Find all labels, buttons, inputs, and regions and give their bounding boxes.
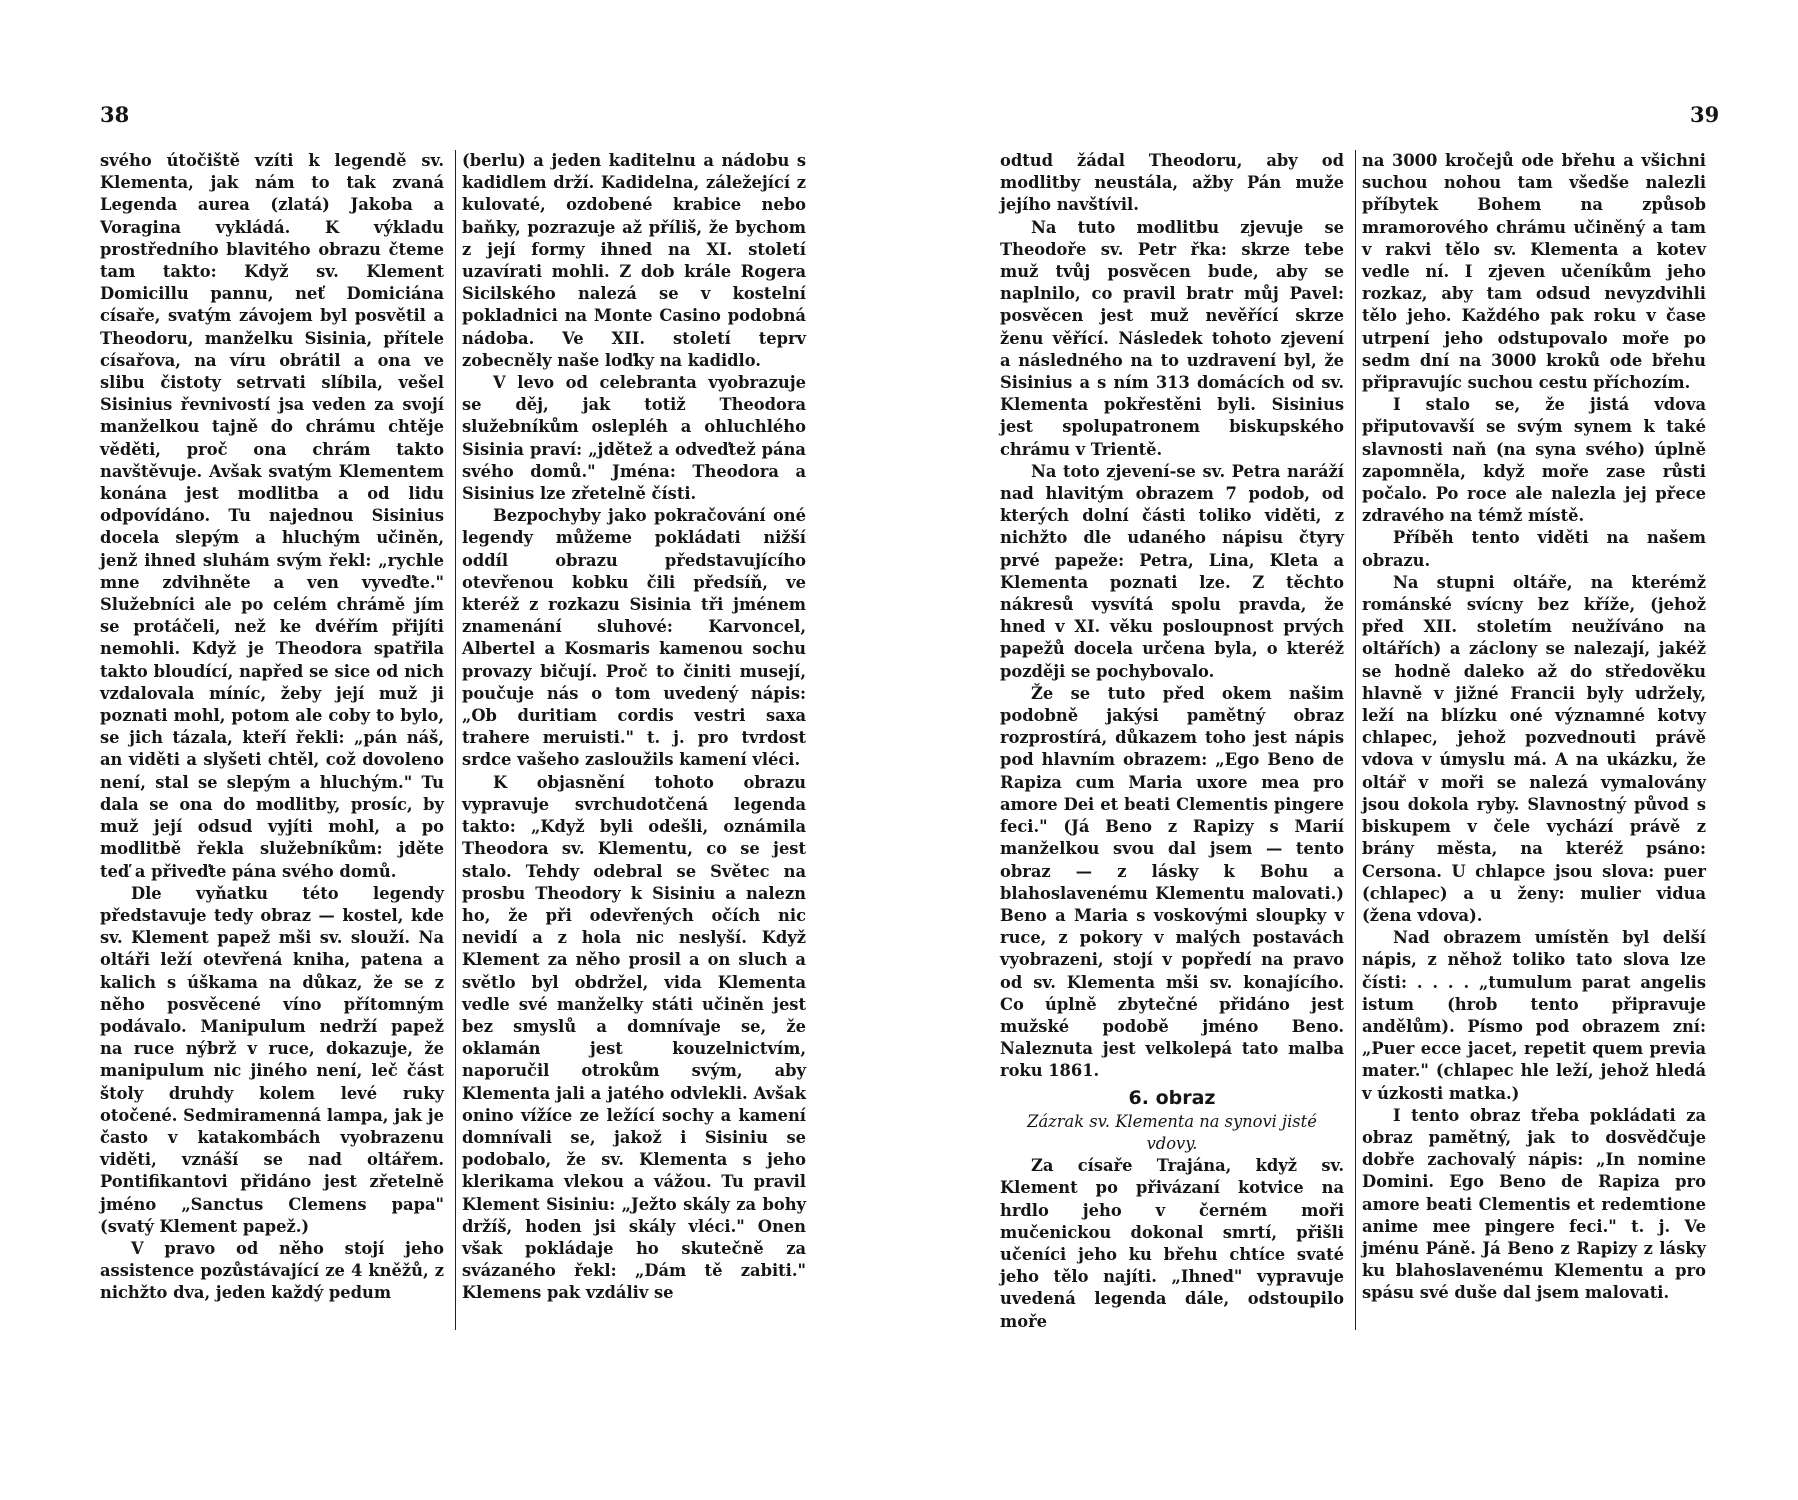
page-number-left: 38 bbox=[100, 102, 130, 127]
paragraph: Dle vyňatku této legendy představuje tedy obraz — kostel, kde sv. Klement papež mši sv. slouží. Na oltáři leží otevřená kniha, patena a kalich s úškama na důkaz, že se z něho posvěcené víno přítomným podávalo. Manipulum nedrží papež na ruce nýbrž v ruce, dokazuje, že manipulum nic jiného není, leč část štoly druhdy kolem levé ruky otočené. Sedmiramenná lampa, jak je často v katakombách vyobrazenu viděti, vznáší se nad oltářem. Pontifikantovi přidáno jest zřetelně jméno „Sanctus Clemens papa" (svatý Klement papež.) bbox=[100, 883, 444, 1236]
paragraph: Že se tuto před okem našim podobně jakýsi pamětný obraz rozprostírá, důkazem toho jest nápis pod hlavním obrazem: „Ego Beno de Rapiza cum Maria uxore mea pro amore Dei et beati Clementis pingere feci." (Já Beno z Rapizy s Marií manželkou svou dal jsem — tento obraz — z lásky k Bohu a blahoslavenému Klementu malovati.) Beno a Maria s voskovými sloupky v ruce, z pokory v malých postavách vyobrazeni, stojí v popředí na pravo od sv. Klementa mši sv. konajícího. Co úplně zbytečné přidáno jest mužské podobě jméno Beno. Naleznuta jest velkolepá tato malba roku 1861. bbox=[1000, 683, 1344, 1081]
left-column-2 bbox=[462, 150, 806, 1305]
paragraph: odtud žádal Theodoru, aby od modlitby neustála, ažby Pán muže jejího navštívil. bbox=[1000, 151, 1344, 215]
paragraph: Příběh tento viděti na našem obrazu. bbox=[1362, 528, 1706, 570]
left-column-1 bbox=[100, 150, 444, 1305]
paragraph: Na stupni oltáře, na kterémž románské svícny bez kříže, (jehož před XII. stoletím neužíváno na oltářích) a záclony se nalezají, jakéž se hodně daleko až do středověku hlavně v jižné Francii byly udržely, leží na blízku oné významné kotvy chlapec, jehož pozvednouti právě vdova v úmyslu má. A na ukázku, že oltář v moři se nalezá vymalovány jsou dokola ryby. Slavnostný původ s biskupem v čele vychází právě z brány města, na kteréž psáno: Cersona. U chlapce jsou slova: puer (chlapec) a u ženy: mulier vidua (žena vdova). bbox=[1362, 572, 1706, 925]
paragraph: K objasnění tohoto obrazu vypravuje svrchudotčená legenda takto: „Když byli odešli, oznámila Theodora sv. Klementu, co se jest stalo. Tehdy odebral se Světec na prosbu Theodory k Sisiniu a nalezn ho, že při odevřených očích nic nevidí a z hola nic neslyší. Když Klement za něho prosil a on sluch a světlo byl obdržel, vida Klementa vedle své manželky státi učiněn jest bez smyslů a domnívaje se, že oklamán jest kouzelnictvím, naporučil otrokům svým, aby Klementa jali a jatého odvlekli. Avšak onino vížíce ze ležící sochy a kamení domnívali se, jakož i Sisiniu se podobalo, že sv. Klementa s jeho klerikama vlekou a vážou. Tu pravil Klement Sisiniu: „Ježto skály za bohy držíš, hoden jsi skály vléci." Onen však pokládaje ho skutečně za svázaného řekl: „Dám tě zabiti." Klemens pak vzdáliv se bbox=[462, 772, 806, 1303]
right-column-1 bbox=[1000, 150, 1344, 1333]
paragraph: Na toto zjevení-se sv. Petra naráží nad hlavitým obrazem 7 podob, od kterých dolní části toliko viděti, z nichžto dle udaného nápisu čtyry prvé papeže: Petra, Lina, Kleta a Klementa poznati lze. Z těchto nákresů vysvítá spolu pravda, že hned v XI. věku posloupnost prvých papežů docela určena byla, o kteréž později se pochybovalo. bbox=[1000, 461, 1344, 681]
column-rule-left bbox=[455, 150, 456, 1330]
paragraph: I tento obraz třeba pokládati za obraz pamětný, jak to dosvědčuje dobře zachovalý nápis: „In nomine Domini. Ego Beno de Rapiza pro amore beati Clementis et redemtione anime mee pingere feci." t. j. Ve jménu Páně. Já Beno z Rapizy z lásky ku blahoslavenému Klementu a pro spásu své duše dal jsem malovati. bbox=[1362, 1105, 1706, 1303]
paragraph: V pravo od něho stojí jeho assistence pozůstávající ze 4 kněžů, z nichžto dva, jeden každý pedum bbox=[100, 1238, 444, 1303]
paragraph: Bezpochyby jako pokračování oné legendy můžeme pokládati nižší oddíl obrazu představujícího otevřenou kobku čili předsíň, ve kteréž z rozkazu Sisinia tři jménem znamenání sluhové: Karvoncel, Albertel a Kosmaris kamenou sochu provazy bičují. Proč to činiti musejí, poučuje nás o tom uvedený nápis: „Ob duritiam cordis vestri saxa trahere meruisti." t. j. pro tvrdost srdce vašeho zasloužils kamení vléci. bbox=[462, 506, 806, 770]
paragraph: (berlu) a jeden kaditelnu a nádobu s kadidlem drží. Kadidelna, záležející z kulovaté, ozdobené krabice nebo baňky, pozrazuje až příliš, že bychom z její formy ihned na XI. století uzavírati mohli. Z dob krále Rogera Sicilského nalezá se v kostelní pokladnici na Monte Casino podobná nádoba. Ve XII. století teprv zobecněly naše loďky na kadidlo. bbox=[462, 151, 806, 370]
paragraph: I stalo se, že jistá vdova připutovavší se svým synem k také slavnosti naň (na syna svého) úplně zapomněla, když moře zase růsti počalo. Po roce ale nalezla jej přece zdravého na témž místě. bbox=[1362, 395, 1706, 526]
paragraph: Na tuto modlitbu zjevuje se Theodoře sv. Petr řka: skrze tebe muž tvůj posvěcen bude, aby se naplnilo, co pravil bratr můj Pavel: posvěcen jest muž nevěřící skrze ženu věřící. Následek tohoto zjevení a následného na to uzdravení byl, že Sisinius a s ním 313 domácích od sv. Klementa pokřestěni byli. Sisinius jest spolupatronem biskupského chrámu v Trientě. bbox=[1000, 217, 1344, 459]
paragraph: svého útočiště vzíti k legendě sv. Klementa, jak nám to tak zvaná Legenda aurea (zlatá) Jakoba a Voragina vykládá. K výkladu prostředního blavitého obrazu čteme tam takto: Když sv. Klement Domicillu pannu, neť Domiciána císaře, svatým závojem byl posvětil a Theodoru, manželku Sisinia, přítele císařova, na víru obrátil a ona ve slibu čistoty setrvati slíbila, vešel Sisinius řevnivostí jsa veden za svojí manželkou tajně do chrámu chtěje věděti, proč ona chrám takto navštěvuje. Avšak svatým Klementem konána jest modlitba a od lidu odpovídáno. Tu najednou Sisinius docela slepým a hluchým učiněn, jenž ihned sluhám svým řekl: „rychle mne zdvihněte a ven vyveďte." Služebníci ale po celém chrámě jím se protáčeli, než ke dvéřím přijíti nemohli. Když je Theodora spatřila takto bloudící, napřed se sice od nich vzdalovala míníc, žeby její muž ji poznati mohl, potom ale coby to bylo, se jich tázala, kteří řekli: „pán náš, an viděti a slyšeti chtěl, což dovoleno není, stal se slepým a hluchým." Tu dala se ona do modlitby, prosíc, by muž její odsud vyjíti mohl, a po modlitbě řekla služebníkům: jděte teď a přiveďte pána svého domů. bbox=[100, 151, 444, 881]
column-rule-right bbox=[1355, 150, 1356, 1330]
right-column-2 bbox=[1362, 150, 1706, 1305]
paragraph: V levo od celebranta vyobrazuje se děj, jak totiž Theodora služebníkům oslepléh a ohluchlého Sisinia praví: „jdětež a odveďtež pána svého domů." Jména: Theodora a Sisinius lze zřetelně čísti. bbox=[462, 373, 806, 504]
paragraph: Za císaře Trajána, když sv. Klement po přivázaní kotvice na hrdlo jeho v černém moři mučenickou dokonal smrtí, přišli učeníci jeho ku břehu chtíce svaté jeho tělo najíti. „Ihned" vypravuje uvedená legenda dále, odstoupilo moře bbox=[1000, 1156, 1344, 1331]
section-heading: 6. obraz bbox=[1128, 1086, 1216, 1109]
page-number-right: 39 bbox=[1690, 102, 1720, 127]
paragraph: na 3000 kročejů ode břehu a všichni suchou nohou tam všedše nalezli příbytek Bohem na způsob mramorového chrámu učiněný a tam v rakvi tělo sv. Klementa a kotev vedle ní. I zjeven učeníkům jeho rozkaz, aby tam odsud nevyzdvihli tělo jeho. Každého pak roku v čase utrpení jeho odstupovalo moře po sedm dní na 3000 kroků ode břehu připravujíc suchou cestu příchozím. bbox=[1362, 151, 1706, 393]
paragraph: Nad obrazem umístěn byl delší nápis, z něhož toliko tato slova lze čísti: . . . . „tumulum parat angelis istum (hrob tento připravuje andělům). Písmo pod obrazem zní: „Puer ecce jacet, repetit quem previa mater." (chlapec hle leží, jehož hledá v úzkosti matka.) bbox=[1362, 928, 1706, 1103]
section-subheading: Zázrak sv. Klementa na synovi jisté vdovy. bbox=[1027, 1111, 1317, 1153]
